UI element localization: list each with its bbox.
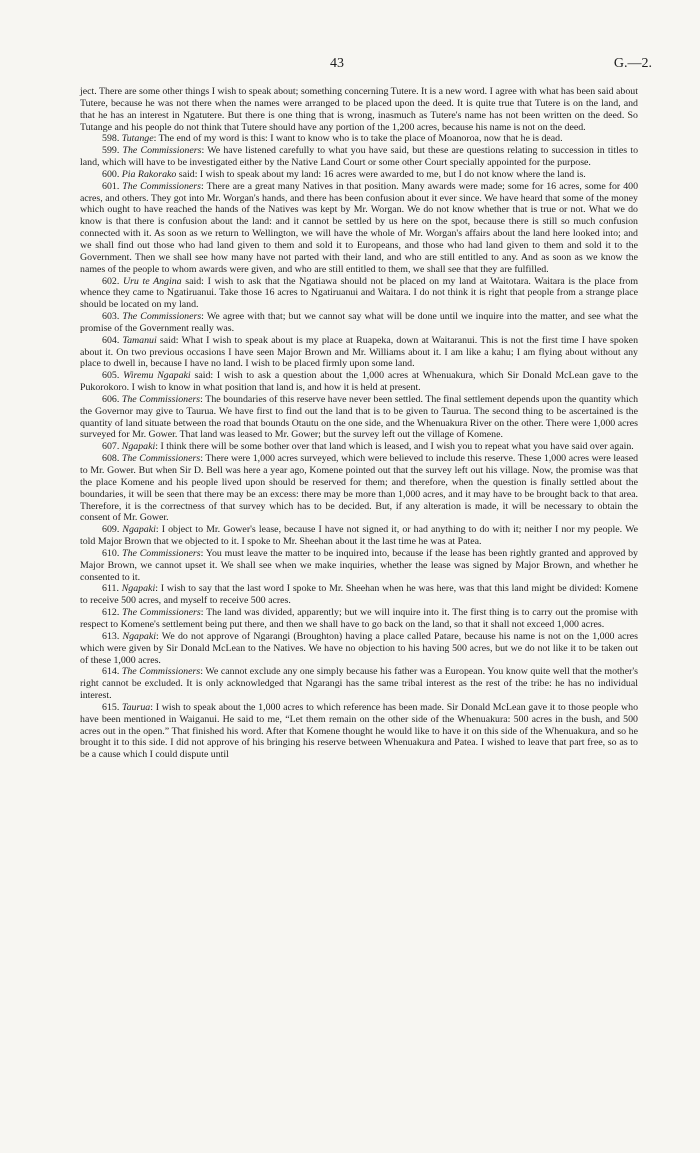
paragraph-text: What I wish to speak about is my place at Ruapeka, down at Waitaranui. This is not the first time I have spoken about it. On two previous occasions I have seen Major Brown and Mr. Williams about it. I am like a kahu; I am flying about without any place to dwell in, because I have no land. I wish to be placed firmly upon some land. — [80, 334, 639, 370]
paragraph-number: 614. — [102, 666, 120, 678]
testimony-paragraph — [80, 335, 638, 371]
speaker-name: Ngapaki — [122, 524, 156, 536]
speaker-suffix: : — [153, 133, 157, 145]
speaker-suffix: : — [200, 607, 204, 619]
speaker-suffix: said: — [181, 275, 204, 287]
testimony-paragraph — [80, 394, 638, 441]
speaker-name: Pia Rakorako — [121, 168, 177, 180]
speaker-suffix: said: — [156, 334, 179, 346]
testimony-paragraph — [80, 524, 638, 548]
paragraph-text: The end of my word is this: I want to know who is to take the place of Moanoroa, now that he is dead. — [158, 133, 563, 145]
page-body — [80, 86, 638, 761]
speaker-name: The Commissioners — [121, 666, 201, 678]
testimony-paragraph — [80, 453, 638, 524]
speaker-suffix: : — [155, 583, 158, 595]
testimony-paragraph — [80, 583, 638, 607]
speaker-suffix: said: — [190, 370, 214, 382]
paragraph-text: There were 1,000 acres surveyed, which were believed to include this reserve. These 1,000 acres were leased to Mr. Gower. But when Sir D. Bell was here a year ago, Komene pointed out that the survey left out his village. Now, the promise was that the place Komene and his people lived upon should be reserved for them; and therefore, when the question is finally settled about the boundaries, it will be seen that there may be an excess: there may be more than 1,000 acres, and it may have to be brought back to that area. Therefore, it is the correctness of that survey which has to be decided. But, if any alteration is made, it will be necessary to obtain the consent of Mr. Gower. — [80, 453, 639, 524]
paragraph-text: There are a great many Natives in that position. Many awards were made; some for 16 acres, some for 400 acres, and others. They got into Mr. Worgan's hands, and there has been confusion about it ever since. We have heard that some of the money which ought to have reached the hands of the Natives was kept by Mr. Worgan. We do not know whether that is true or not. What we do know is that there is confusion about the land: and it cannot be settled by us here on the spot, because there is still so much confusion connected with it. As soon as we return to Wellington, we will have the whole of Mr. Worgan's affairs about the land here looked into; and we shall find out those who had land given to them and sold it to Europeans, and those who had land given to them and sold it to the Government. Then we shall see how many have not parted with their land, and who are still entitled to any. And as soon as we know the names of the people to whom awards were given, and who are still entitled to them, we shall see that they are fulfilled. — [80, 180, 639, 275]
speaker-name: Ngapaki — [122, 630, 156, 642]
speaker-name: The Commissioners — [122, 311, 202, 323]
paragraph-number: 607. — [102, 441, 120, 453]
continued-paragraph — [80, 86, 638, 133]
speaker-name: Tamanui — [122, 334, 157, 346]
paragraph-number: 611. — [102, 583, 119, 595]
testimony-paragraph — [80, 607, 638, 631]
page-header — [0, 56, 700, 76]
testimony-paragraph — [80, 181, 638, 276]
paragraph-text: We do not approve of Ngarangi (Broughton) having a place called Patare, because his name is not on the 1,000 acres which were given by Sir Donald McLean to the Natives. We have no objection to his having 500 acres, but we do not like it to be taken out of these 1,000 acres. — [80, 630, 639, 666]
paragraph-text: The land was divided, apparently; but we will inquire into it. The first thing is to carry out the promise with respect to Komene's settlement being put there, and then we shall have to go back on the land, so that it shall not exceed 1,000 acres. — [80, 607, 638, 630]
speaker-suffix: : — [201, 180, 204, 192]
testimony-paragraph — [80, 169, 638, 181]
paragraph-text: We agree with that; but we cannot say what will be done until we inquire into the matter, and see what the promise of the Government really was. — [80, 311, 639, 334]
speaker-name: The Commissioners — [121, 393, 201, 405]
speaker-suffix: : — [150, 701, 153, 713]
testimony-paragraph — [80, 631, 638, 667]
paragraph-number: 606. — [102, 393, 120, 405]
testimony-paragraph — [80, 702, 638, 761]
paragraph-text: We have listened carefully to what you have said, but these are questions relating to succession in titles to land, which will have to be investigated either by the Native Land Court or some other Court specially appointed for the purpose. — [80, 145, 639, 169]
paragraph-number: 603. — [102, 311, 120, 323]
speaker-suffix: : — [200, 453, 203, 465]
paragraph-number: 613. — [102, 630, 120, 642]
speaker-name: The Commissioners — [121, 453, 201, 465]
paragraph-number: 599. — [102, 145, 120, 157]
speaker-name: Wiremu Ngapaki — [123, 370, 191, 382]
paragraph-text: The boundaries of this reserve have never been settled. The final settlement depends upon the quantity which the Governor may give to Taurua. We have first to find out the land that is to be given to Taurua. The second thing to be ascertained is the quantity of land situate between the road that bounds Otautu on the one side, and the Whenuakura River on the other. There were 1,000 acres surveyed for Mr. Gower. That land was leased to Mr. Gower; but the survey left out the village of Komene. — [80, 393, 639, 441]
paragraph-text: I think there will be some bother over that land which is leased, and I wish you to repeat what you have said over again. — [160, 441, 634, 453]
paragraph-number: 598. — [102, 133, 120, 145]
speaker-suffix: : — [200, 393, 203, 405]
paragraph-text: We cannot exclude any one simply because his father was a European. You know quite well that the mother's right cannot be excluded. It is only acknowledged that Ngarangi has the same tribal interest as the rest of the tribe: he has no individual interest. — [80, 666, 638, 702]
paragraph-text: I wish to speak about the 1,000 acres to which reference has been made. Sir Donald McLean gave it to those people who have been mentioned in Waiganui. He said to me, “Let them remain on the other side of the Whenuakura: 500 acres in the bush, and 500 acres out in the open.” That finished his word. After that Komene thought he would like to have it on this side of the Whenuakura, and so he brought it to this side. I did not approve of his bringing his reserve between Whenuakura and Patea. I wished to leave that part free, so as to be a cause which I could dispute until — [80, 701, 639, 761]
testimony-paragraph — [80, 311, 638, 335]
document-reference: G.—2. — [613, 56, 652, 71]
speaker-name: Taurua — [122, 701, 151, 713]
paragraph-number: 605. — [102, 370, 120, 382]
paragraph-text: I wish to ask a question about the 1,000 acres at Whenuakura, which Sir Donald McLean gave to the Pukorokoro. I wish to know in what position that land is, and how it is held at present. — [80, 370, 639, 394]
speaker-suffix: : — [201, 145, 205, 157]
paragraph-text: I wish to speak about my land: 16 acres were awarded to me, but I do not know where the land is. — [199, 168, 586, 180]
paragraph-number: 610. — [102, 547, 120, 559]
speaker-suffix: : — [200, 547, 204, 559]
paragraph-text: I object to Mr. Gower's lease, because I have not signed it, or had anything to do with it; neither I nor my people. We told Major Brown that we objected to it. I spoke to Mr. Sheehan about it the last time he was at Patea. — [80, 524, 638, 548]
speaker-suffix: : — [200, 666, 203, 678]
paragraph-text: You must leave the matter to be inquired into, because if the lease has been rightly granted and approved by Major Brown, we cannot upset it. We shall see when we make inquiries, whether the lease was signed by Major Brown, and whether he consented to it. — [80, 547, 638, 583]
speaker-name: Ngapaki — [121, 441, 156, 453]
testimony-paragraph — [80, 145, 638, 169]
testimony-paragraph — [80, 666, 638, 702]
speaker-suffix: said: — [176, 168, 198, 180]
paragraph-number: 608. — [102, 453, 120, 465]
speaker-name: The Commissioners — [122, 180, 201, 192]
speaker-name: Ngapaki — [121, 583, 156, 595]
testimony-paragraph — [80, 370, 638, 394]
paragraph-number: 609. — [102, 524, 120, 536]
paragraph-text: I wish to ask that the Ngatiawa should not be placed on my land at Waitotara. Waitara is the place from whence they came to Ngatiruanui. Take those 16 acres to Ngatiruanui and Waitara. I do not think it is right that people from a strange place should be located on my land. — [80, 275, 639, 311]
page-number: 43 — [330, 56, 344, 71]
speaker-suffix: : — [155, 441, 158, 453]
paragraph-number: 600. — [102, 168, 120, 180]
testimony-paragraph — [80, 133, 638, 145]
paragraph-number: 602. — [102, 275, 120, 287]
testimony-paragraph — [80, 548, 638, 584]
speaker-name: Uru te Angina — [122, 275, 182, 287]
testimony-paragraph — [80, 441, 638, 453]
speaker-name: The Commissioners — [122, 145, 202, 157]
paragraph-text: ject. There are some other things I wish to speak about; something concerning Tutere. It is a new word. I agree with what has been said about Tutere, because he was not there when the names were arranged to be placed upon the deed. It is quite true that Tutere is on the land, and that he has an interest in Ngatutere. But there is one thing that is wrong, inasmuch as Tutere's name has not been written on the deed. So Tutange and his people do not think that Tutere should have any portion of the 1,200 acres, because his name is not on the deed. — [80, 86, 638, 133]
speaker-name: The Commissioners — [122, 607, 201, 619]
testimony-paragraph — [80, 276, 638, 312]
speaker-suffix: : — [155, 524, 159, 536]
paragraph-number: 601. — [102, 180, 120, 192]
speaker-suffix: : — [155, 630, 159, 642]
paragraph-number: 612. — [102, 607, 120, 619]
paragraph-number: 615. — [102, 701, 120, 713]
paragraph-number: 604. — [102, 334, 120, 346]
speaker-name: Tutange — [121, 133, 154, 145]
paragraph-text: I wish to say that the last word I spoke to Mr. Sheehan when he was here, was that this land might be divided: Komene to receive 500 acres, and myself to receive 500 acres. — [80, 583, 639, 607]
speaker-name: The Commissioners — [122, 547, 201, 559]
speaker-suffix: : — [201, 311, 204, 323]
